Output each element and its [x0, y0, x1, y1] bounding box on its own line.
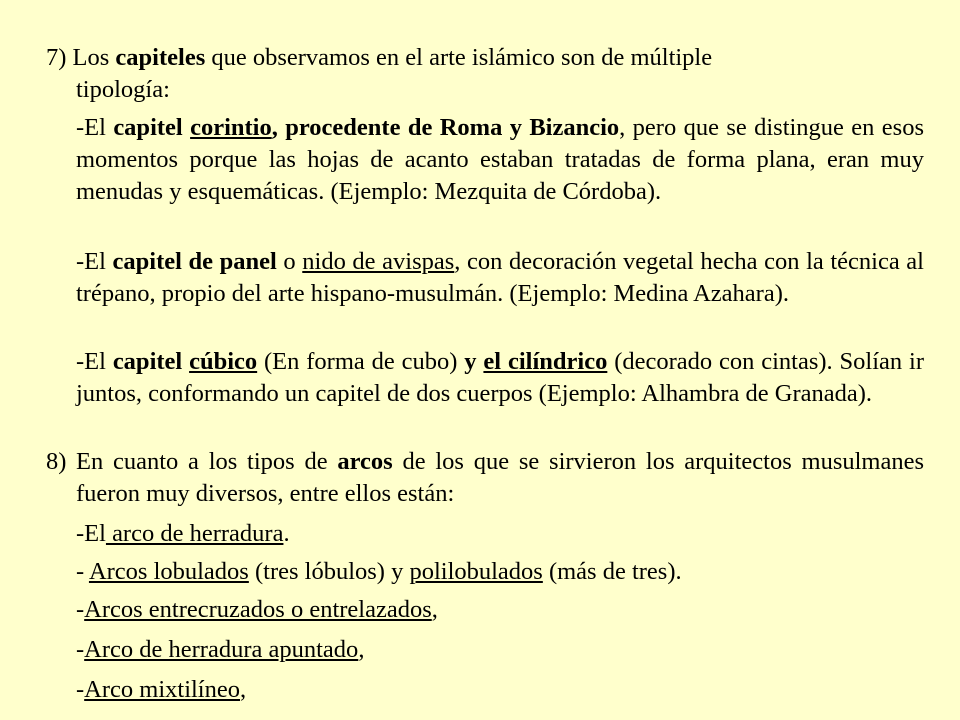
item8-number: 8) — [46, 448, 67, 475]
arco-item: -El arco de herradura. — [76, 520, 290, 547]
item7-number: 7) — [46, 44, 67, 71]
arco-item: -Arco de herradura apuntado, — [76, 636, 365, 663]
item7-continuation: tipología: — [76, 76, 170, 103]
arco-item: -Arco mixtilíneo, — [76, 676, 247, 703]
arco-item: - Arcos lobulados (tres lóbulos) y polilobulados (más de tres). — [76, 558, 682, 585]
capitel-corintio-paragraph: -El capitel corintio, procedente de Roma y Bizancio, pero que se distingue en esos momentos porque las hojas de acanto estaban tratadas de forma plana, eran muy menudas y esquemáticas. (Ejemplo: Mezquita de Córdoba). — [76, 114, 924, 205]
capitel-panel-paragraph: -El capitel de panel o nido de avispas, con decoración vegetal hecha con la técnica al trépano, propio del arte hispano-musulmán. (Ejemplo: Medina Azahara). — [76, 248, 924, 307]
item7-paragraph — [46, 42, 924, 74]
item8-paragraph: En cuanto a los tipos de arcos de los que se sirvieron los arquitectos musulmanes fueron muy diversos, entre ellos están: — [76, 448, 925, 507]
arco-item: -Arcos entrecruzados o entrelazados, — [76, 596, 438, 623]
capitel-cubico-paragraph: -El capitel cúbico (En forma de cubo) y el cilíndrico (decorado con cintas). Solían ir juntos, conformando un capitel de dos cuerpos (Ejemplo: Alhambra de Granada). — [76, 348, 925, 407]
item7-text: Los capiteles que observamos en el arte islámico son de múltiple — [72, 44, 713, 71]
